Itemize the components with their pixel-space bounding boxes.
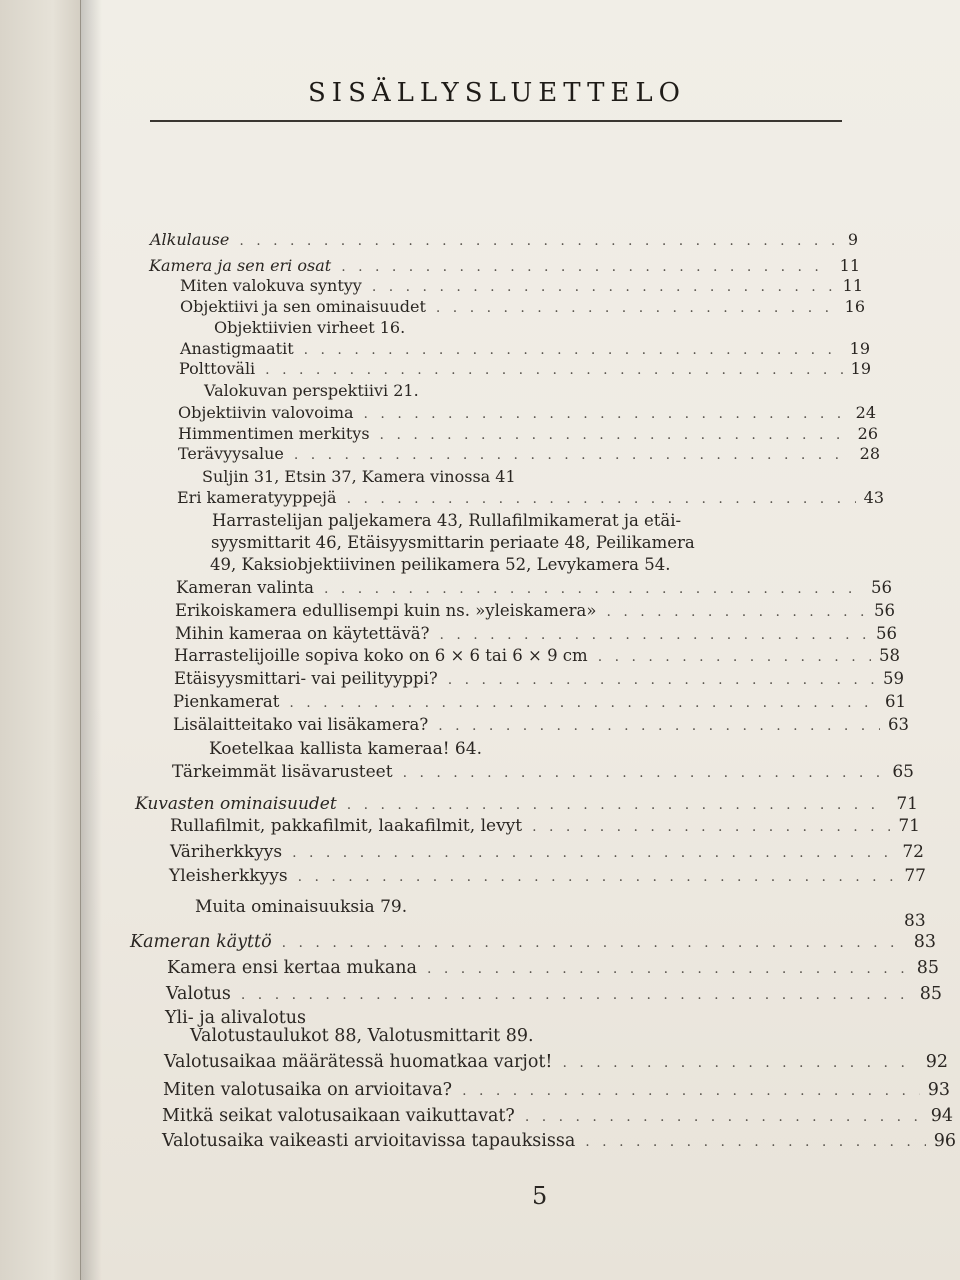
dot-leader bbox=[304, 342, 842, 358]
dot-leader bbox=[606, 604, 866, 620]
page-title: SISÄLLYSLUETTELO bbox=[308, 78, 686, 108]
toc-entry bbox=[174, 669, 904, 688]
toc-entry-page: 11 bbox=[842, 276, 863, 295]
toc-subentry: Muita ominaisuuksia 79. bbox=[195, 897, 408, 917]
toc-entry-page: 85 bbox=[919, 984, 942, 1004]
dot-leader bbox=[532, 819, 890, 835]
toc-entry bbox=[176, 578, 892, 597]
dot-leader bbox=[436, 300, 837, 316]
toc-entry-label: Etäisyysmittari- vai peilityyppi? bbox=[174, 669, 438, 688]
toc-entry bbox=[170, 816, 920, 836]
toc-entry-label: Eri kameratyyppejä bbox=[177, 488, 337, 507]
toc-entry-page: 24 bbox=[855, 403, 876, 422]
toc-subentry: Valotustaulukot 88, Valotusmittarit 89. bbox=[190, 1026, 534, 1046]
toc-entry bbox=[135, 794, 918, 814]
toc-entry bbox=[180, 339, 870, 358]
toc-subentry: 49, Kaksiobjektiivinen peilikamera 52, Levykamera 54. bbox=[210, 555, 671, 574]
toc-entry-label: Kamera ja sen eri osat bbox=[149, 256, 332, 275]
toc-entry-page: 96 bbox=[933, 1131, 956, 1151]
toc-entry-page: 71 bbox=[898, 816, 920, 836]
toc-entry-label: Harrastelijoille sopiva koko on 6 × 6 tai 6 × 9 cm bbox=[174, 646, 588, 665]
toc-entry bbox=[169, 866, 926, 886]
toc-entry-label: Miten valokuva syntyy bbox=[180, 276, 362, 295]
toc-entry-label: Valotus bbox=[166, 984, 231, 1004]
toc-entry bbox=[163, 1080, 950, 1100]
toc-subentry: Suljin 31, Etsin 37, Kamera vinossa 41 bbox=[202, 467, 516, 486]
dot-leader bbox=[292, 845, 894, 861]
dot-leader bbox=[347, 797, 889, 813]
toc-entry-label: Kamera ensi kertaa mukana bbox=[167, 958, 417, 978]
dot-leader bbox=[239, 233, 840, 249]
toc-entry-label: Mitkä seikat valotusaikaan vaikuttavat? bbox=[162, 1106, 515, 1126]
dot-leader bbox=[380, 427, 850, 443]
toc-entry-label: Objektiivin valovoima bbox=[178, 403, 354, 422]
toc-entry-label: Erikoiskamera edullisempi kuin ns. »yleiskamera» bbox=[175, 601, 597, 620]
dot-leader bbox=[372, 279, 835, 295]
dot-leader bbox=[525, 1109, 923, 1125]
toc-entry-page: 16 bbox=[844, 297, 865, 316]
toc-subentry: Koetelkaa kallista kameraa! 64. bbox=[209, 739, 482, 759]
dot-leader bbox=[448, 672, 875, 688]
toc-entry bbox=[173, 715, 909, 734]
toc-subentry: syysmittarit 46, Etäisyysmittarin periaate 48, Peilikamera bbox=[211, 533, 695, 552]
dot-leader bbox=[438, 718, 880, 734]
toc-entry bbox=[149, 256, 860, 275]
dot-leader bbox=[282, 935, 906, 951]
toc-subentry: Objektiivien virheet 16. bbox=[214, 318, 406, 337]
toc-entry bbox=[166, 984, 942, 1004]
toc-entry bbox=[162, 1106, 953, 1126]
toc-entry-page: 71 bbox=[896, 794, 918, 814]
dot-leader bbox=[347, 491, 856, 507]
dot-leader bbox=[562, 1055, 917, 1071]
toc-entry-label: Terävyysalue bbox=[178, 444, 284, 463]
toc-entry bbox=[170, 842, 924, 862]
toc-entry-label: Polttoväli bbox=[179, 359, 256, 378]
toc-entry bbox=[167, 958, 939, 978]
dot-leader bbox=[585, 1134, 925, 1150]
toc-entry-label: Lisälaitteitako vai lisäkamera? bbox=[173, 715, 429, 734]
toc-entry-label: Valotusaikaa määrätessä huomatkaa varjot! bbox=[164, 1052, 553, 1072]
toc-entry-page: 28 bbox=[859, 444, 880, 463]
dot-leader bbox=[341, 259, 831, 275]
toc-entry bbox=[130, 932, 936, 952]
toc-entry-label: Kameran käyttö bbox=[130, 932, 272, 952]
dot-leader bbox=[598, 649, 871, 665]
toc-entry bbox=[175, 624, 897, 643]
dot-leader bbox=[241, 987, 912, 1003]
toc-entry-label: Pienkamerat bbox=[173, 692, 280, 711]
toc-entry bbox=[164, 1052, 948, 1072]
dot-leader bbox=[294, 447, 852, 463]
page-number: 5 bbox=[532, 1182, 548, 1210]
dot-leader bbox=[298, 869, 897, 885]
toc-entry bbox=[178, 444, 880, 463]
toc-entry-label: Yleisherkkyys bbox=[169, 866, 288, 886]
toc-entry-page: 56 bbox=[874, 601, 895, 620]
toc-entry bbox=[180, 297, 865, 316]
toc-entry-page: 61 bbox=[885, 692, 906, 711]
toc-entry bbox=[172, 762, 914, 782]
toc-entry-label: Valotusaika vaikeasti arvioitavissa tapauksissa bbox=[162, 1131, 576, 1151]
toc-entry-page: 56 bbox=[871, 578, 892, 597]
toc-entry bbox=[178, 424, 878, 443]
toc-entry-label: Rullafilmit, pakkafilmit, laakafilmit, levyt bbox=[170, 816, 523, 836]
toc-entry-label: Kameran valinta bbox=[176, 578, 314, 597]
toc-entry-page: 19 bbox=[849, 339, 870, 358]
toc-entry-label: Himmentimen merkitys bbox=[178, 424, 370, 443]
toc-entry-page: 77 bbox=[904, 866, 926, 886]
toc-entry-label: Väriherkkyys bbox=[170, 842, 283, 862]
toc-entry bbox=[173, 692, 906, 711]
toc-entry-page: 85 bbox=[916, 958, 939, 978]
toc-entry-page: 94 bbox=[930, 1106, 953, 1126]
toc-entry-page: 9 bbox=[847, 230, 858, 249]
toc-entry-label: Mihin kameraa on käytettävä? bbox=[175, 624, 430, 643]
dot-leader bbox=[324, 581, 863, 597]
toc-entry-page: 63 bbox=[888, 715, 909, 734]
toc-entry-page: 26 bbox=[857, 424, 878, 443]
toc-entry-page: 19 bbox=[850, 359, 871, 378]
toc-entry bbox=[180, 276, 863, 295]
toc-entry-page: 93 bbox=[927, 1080, 950, 1100]
dot-leader bbox=[439, 627, 868, 643]
toc-entry-page: 83 bbox=[913, 932, 936, 952]
dot-leader bbox=[403, 765, 885, 781]
toc-entry bbox=[179, 359, 871, 378]
toc-entry-page: 65 bbox=[892, 762, 914, 782]
toc-entry bbox=[150, 230, 858, 249]
dot-leader bbox=[289, 695, 877, 711]
toc-entry-page: 56 bbox=[876, 624, 897, 643]
dot-leader bbox=[364, 406, 848, 422]
toc-subentry: Valokuvan perspektiivi 21. bbox=[204, 381, 419, 400]
toc-entry bbox=[178, 403, 876, 422]
toc-entry bbox=[175, 601, 895, 620]
toc-entry-page: 92 bbox=[925, 1052, 948, 1072]
toc-subentry: Yli- ja alivalotus bbox=[165, 1008, 307, 1028]
toc-entry-label: Tärkeimmät lisävarusteet bbox=[172, 762, 393, 782]
toc-entry-page: 43 bbox=[863, 488, 884, 507]
toc-entry-label: Anastigmaatit bbox=[180, 339, 294, 358]
toc-entry-label: Alkulause bbox=[150, 230, 230, 249]
dot-leader bbox=[462, 1083, 920, 1099]
toc-entry-page: 11 bbox=[839, 256, 860, 275]
toc-subentry: Harrastelijan paljekamera 43, Rullafilmikamerat ja etäi- bbox=[212, 511, 682, 530]
toc-entry-page: 59 bbox=[883, 669, 904, 688]
toc-entry bbox=[174, 646, 900, 665]
dot-leader bbox=[265, 362, 842, 378]
toc-entry-label: Miten valotusaika on arvioitava? bbox=[163, 1080, 453, 1100]
toc-entry-label: Kuvasten ominaisuudet bbox=[135, 794, 337, 814]
toc-entry-page: 58 bbox=[879, 646, 900, 665]
toc-entry-label: Objektiivi ja sen ominaisuudet bbox=[180, 297, 426, 316]
toc-page-number: 83 bbox=[904, 911, 926, 931]
toc-entry bbox=[162, 1131, 956, 1151]
dot-leader bbox=[427, 961, 909, 977]
toc-entry bbox=[177, 488, 884, 507]
toc-entry-page: 72 bbox=[902, 842, 924, 862]
